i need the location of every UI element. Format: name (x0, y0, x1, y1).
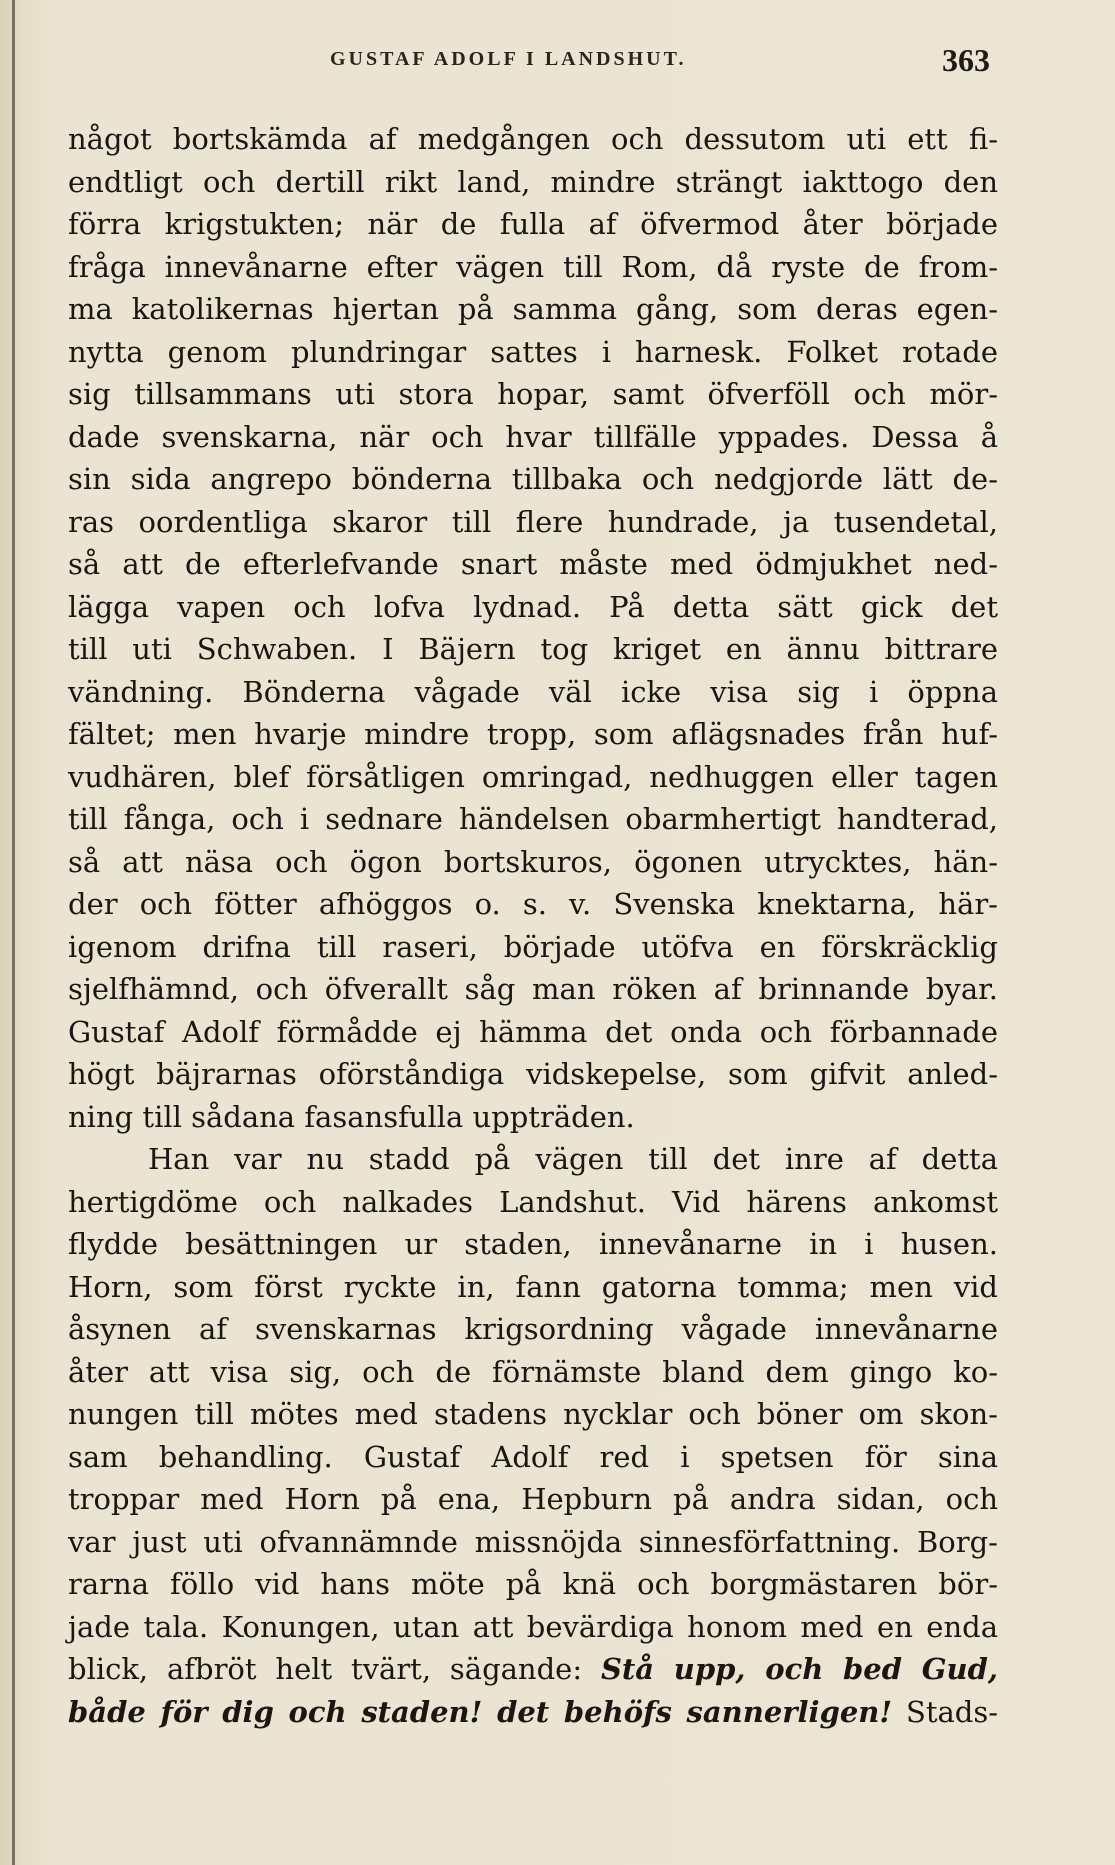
paragraph-end-line: ning till sådana fasansfulla uppträden. (68, 1099, 635, 1134)
text-line: der och fötter afhöggos o. s. v. Svenska knektarna, här- (68, 887, 998, 921)
text-line: så att näsa och ögon bortskuros, ögonen utrycktes, hän- (68, 844, 998, 879)
text-line: sjelfhämnd, och öfverallt såg man röken af brinnande byar. (68, 972, 998, 1006)
text-line: vändning. Bönderna vågade väl icke visa sig i öppna (68, 674, 998, 709)
text-line: igenom drifna till raseri, började utöfva en förskräcklig (68, 929, 998, 964)
text-line: sin sida angrepo bönderna tillbaka och nedgjorde lätt de- (68, 462, 998, 496)
paragraph-start-line: Han var nu stadd på vägen till det inre af detta (148, 1142, 998, 1176)
text-line: sig tillsammans uti stora hopar, samt öfverföll och mör- (68, 377, 998, 411)
final-text-line (68, 1691, 998, 1734)
text-line: till fånga, och i sednare händelsen obarmhertigt handterad, (68, 802, 998, 836)
text-line: nytta genom plundringar sattes i harnesk. Folket rotade (68, 334, 998, 369)
text-line: rarna föllo vid hans möte på knä och borgmästaren bör- (68, 1567, 998, 1601)
text-line: Gustaf Adolf förmådde ej hämma det onda och förbannade (68, 1014, 998, 1049)
page-number: 363 (942, 42, 990, 78)
text-line-with-quote (68, 1648, 998, 1691)
text-line: flydde besättningen ur staden, innevånarne in i husen. (68, 1227, 998, 1261)
trailing-word: Stads- (905, 1694, 999, 1729)
text-line: ras oordentliga skaror till flere hundrade, ja tusendetal, (68, 504, 998, 539)
running-title: GUSTAF ADOLF I LANDSHUT. (330, 48, 687, 70)
text-line: högt bäjrarnas oförståndiga vidskepelse, som gifvit anled- (68, 1057, 998, 1091)
text-line: något bortskämda af medgången och dessutom uti ett fi- (68, 122, 998, 156)
text-line: dade svenskarna, när och hvar tillfälle yppades. Dessa å (68, 419, 998, 454)
text-line: endtligt och dertill rikt land, mindre strängt iakttogo den (68, 164, 998, 199)
text-line: var just uti ofvannämnde missnöjda sinnesförfattning. Borg- (68, 1524, 998, 1559)
text-line: nungen till mötes med stadens nycklar och böner om skon- (68, 1397, 998, 1431)
text-line: troppar med Horn på ena, Hepburn på andra sidan, och (68, 1482, 998, 1516)
text-line: Horn, som först ryckte in, fann gatorna tomma; men vid (68, 1269, 998, 1304)
text-line: åter att visa sig, och de förnämste bland dem gingo ko- (68, 1354, 998, 1389)
text-line: till uti Schwaben. I Bäjern tog kriget en ännu bittrare (68, 632, 998, 666)
text-line: åsynen af svenskarnas krigsordning vågade innevånarne (68, 1312, 998, 1346)
text-line: vudhären, blef försåtligen omringad, nedhuggen eller tagen (68, 759, 998, 794)
text-line: jade tala. Konungen, utan att bevärdiga honom med en enda (68, 1609, 998, 1644)
text-line: lägga vapen och lofva lydnad. På detta sätt gick det (68, 589, 998, 624)
text-line: sam behandling. Gustaf Adolf red i spetsen för sina (68, 1439, 998, 1474)
text-line: förra krigstukten; när de fulla af öfvermod åter började (68, 207, 998, 241)
text-line: fråga innevånarne efter vägen till Rom, då ryste de from- (68, 249, 998, 284)
text-line: fältet; men hvarje mindre tropp, som aflägsnades från huf- (68, 717, 998, 751)
italic-quote: Stå upp, och bed Gud, (600, 1652, 998, 1686)
binding-gutter (12, 0, 15, 1865)
text-line: hertigdöme och nalkades Landshut. Vid härens ankomst (68, 1184, 998, 1219)
body-text (68, 118, 998, 1733)
text-line: så att de efterlefvande snart måste med ödmjukhet ned- (68, 547, 998, 581)
text-line: ma katolikernas hjertan på samma gång, som deras egen- (68, 292, 998, 326)
quote-lead-in: blick, afbröt helt tvärt, sägande: (68, 1652, 583, 1686)
italic-quote-end: både för dig och staden! det behöfs sannerligen! (68, 1694, 893, 1729)
page-header (330, 42, 990, 82)
